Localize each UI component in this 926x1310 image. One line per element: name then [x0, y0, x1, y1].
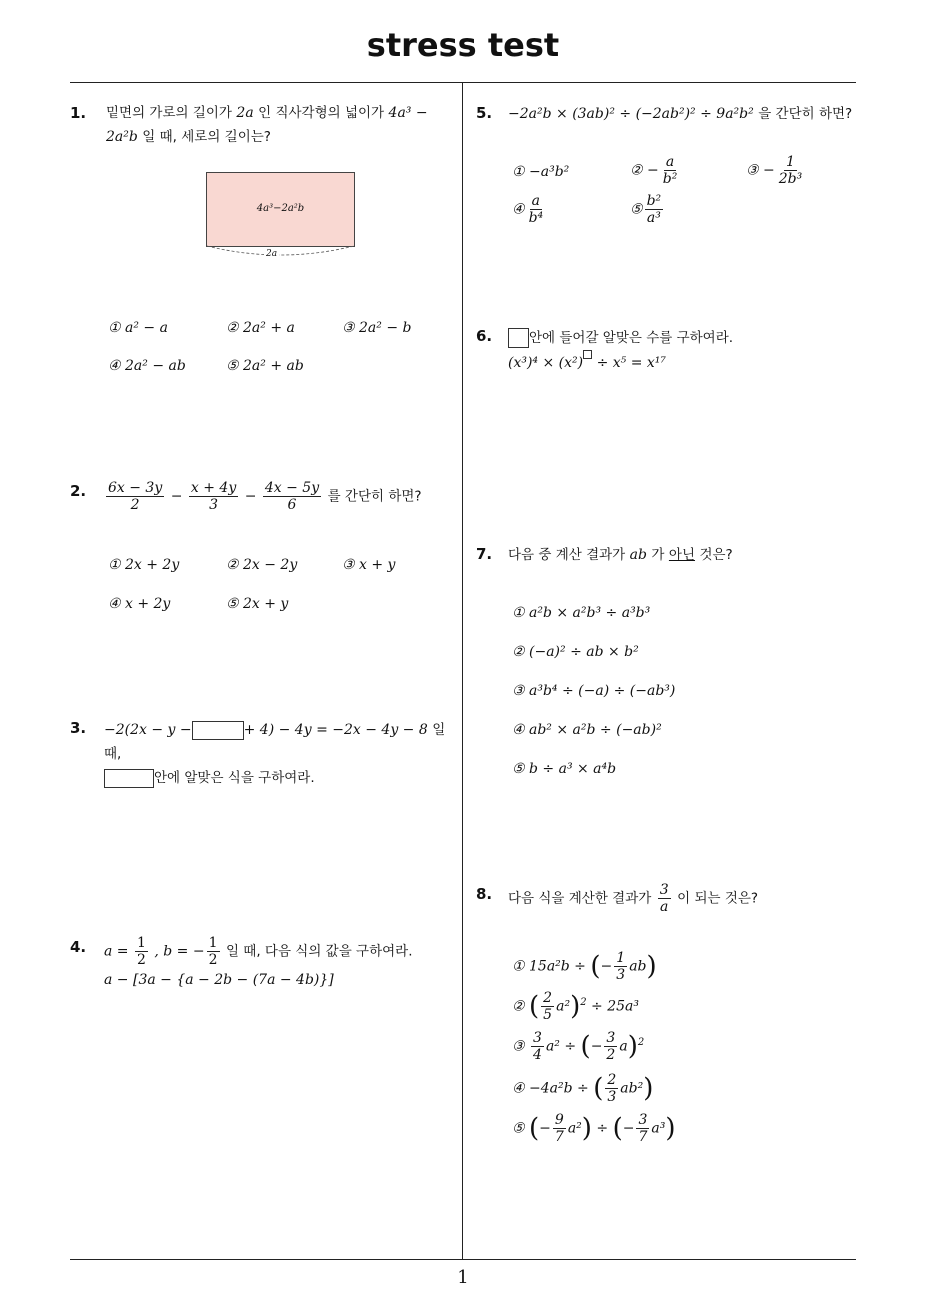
q1-option-5[interactable]: ⑤ 2a² + ab	[226, 358, 304, 374]
q7-var: ab	[629, 547, 647, 563]
q1-var: 2a	[236, 105, 254, 121]
q8-option-2[interactable]: ② ( $\frac{2}{5}$ a²)$^2$ ÷ 25a³	[512, 990, 640, 1023]
q4-expr: a − [3a − {a − 2b − (7a − 4b)}]	[104, 972, 334, 988]
q6-text-a: 안에 들어갈 알맞은 수를 구하여라.	[529, 330, 734, 346]
q7-option-2[interactable]: ② (−a)² ÷ ab × b²	[512, 644, 639, 660]
q3-blank-box-2	[104, 769, 154, 788]
q7-text-b: 가	[651, 547, 665, 563]
q2-option-3[interactable]: ③ x + y	[342, 557, 396, 573]
q7-text	[508, 543, 868, 567]
q8-text-a: 다음 식을 계산한 결과가	[508, 890, 652, 907]
q1-number: 1.	[70, 104, 87, 122]
q5-text-a: 을 간단히 하면?	[758, 106, 853, 122]
q2-text: 를 간단히 하면?	[327, 488, 422, 505]
q5-option-1[interactable]: ① −a³b²	[512, 164, 570, 180]
q1-text-c: 일 때, 세로의 길이는?	[142, 129, 271, 145]
q3-text-a: 일 때,	[104, 722, 446, 762]
q3-expr-b: + 4) − 4y = −2x − 4y − 8	[243, 722, 428, 738]
q7-option-3[interactable]: ③ a³b⁴ ÷ (−a) ÷ (−ab³)	[512, 683, 676, 699]
q8-option-1[interactable]: ① 15a²b ÷ (− $\frac{1}{3}$ ab)	[512, 950, 657, 983]
q1-expr: 4a³ −	[388, 105, 428, 121]
q8-text-b: 이 되는 것은?	[677, 890, 759, 907]
q7-text-a: 다음 중 계산 결과가	[508, 547, 626, 563]
q2-frac-3: $\frac{4x - 5y}{6}$	[264, 480, 320, 513]
top-rule	[70, 82, 856, 83]
q5-expr: −2a²b × (3ab)² ÷ (−2ab²)² ÷ 9a²b²	[508, 106, 754, 122]
q4-b-frac: $\frac{1}{2}$	[208, 935, 218, 968]
q5-number: 5.	[476, 104, 493, 122]
q1-dimension-arc	[206, 244, 355, 264]
q8-text	[508, 882, 868, 915]
q6-expr-b: ÷ x⁵ = x¹⁷	[596, 355, 667, 371]
q5-option-4[interactable]: ④ $\frac{a}{\text{b⁴}}$	[512, 193, 544, 226]
q4-b-eq: , b = −	[154, 943, 205, 960]
q2-option-4[interactable]: ④ x + 2y	[108, 596, 171, 612]
q4-a-eq: a =	[104, 943, 129, 960]
q4-text	[104, 935, 459, 992]
q8-option-5[interactable]: ⑤ (− $\frac{9}{7}$ a²) ÷ (− $\frac{3}{7}$ a³)	[512, 1112, 676, 1145]
q2-minus-2: −	[244, 488, 257, 505]
q1-option-4[interactable]: ④ 2a² − ab	[108, 358, 186, 374]
q6-blank-box	[508, 328, 529, 348]
column-divider	[462, 83, 463, 1259]
q7-number: 7.	[476, 545, 493, 563]
q1-rect-label: 4a³−2a²b	[256, 203, 305, 214]
q2-option-1[interactable]: ① 2x + 2y	[108, 557, 180, 573]
q1-text-a: 밑면의 가로의 길이가	[106, 105, 232, 121]
q2-number: 2.	[70, 482, 87, 500]
q8-number: 8.	[476, 885, 493, 903]
q1-option-3[interactable]: ③ 2a² − b	[342, 320, 412, 336]
q5-option-2[interactable]: ② − $\frac{a}{\text{b²}}$	[630, 154, 678, 187]
q3-text-b: 안에 알맞은 식을 구하여라.	[154, 770, 315, 786]
q7-text-c: 것은?	[699, 547, 733, 563]
q7-text-underlined: 아닌	[668, 547, 696, 563]
q1-rectangle-figure	[206, 172, 355, 247]
q4-text-a: 일 때, 다음 식의 값을 구하여라.	[225, 943, 413, 960]
q4-a-frac: $\frac{1}{2}$	[136, 935, 146, 968]
q2-frac-1: $\frac{6x - 3y}{2}$	[108, 480, 163, 513]
q8-option-4[interactable]: ④ −4a²b ÷ ( $\frac{2}{3}$ ab²)	[512, 1072, 654, 1105]
q6-text	[508, 326, 868, 375]
q1-text	[106, 101, 456, 149]
q3-text	[104, 718, 459, 790]
q1-expr2: 2a²b	[106, 129, 138, 145]
q1-dim-label: 2a	[266, 249, 278, 259]
q7-option-1[interactable]: ① a²b × a²b³ ÷ a³b³	[512, 605, 651, 621]
q5-text	[508, 102, 868, 126]
q1-text-b: 인 직사각형의 넓이가	[258, 105, 385, 121]
q6-expr-a: (x³)⁴ × (x²)	[508, 355, 584, 371]
q4-number: 4.	[70, 938, 87, 956]
page-title: stress test	[366, 26, 560, 64]
q5-option-5[interactable]: ⑤ $\frac{\text{b²}}{\text{a³}}$	[630, 193, 662, 226]
q2-minus-1: −	[170, 488, 183, 505]
q2-option-2[interactable]: ② 2x − 2y	[226, 557, 298, 573]
q8-option-3[interactable]: ③ $\frac{3}{4}$ a² ÷ (− $\frac{3}{2}$ a)$^2$	[512, 1030, 645, 1063]
q2-option-5[interactable]: ⑤ 2x + y	[226, 596, 289, 612]
q8-frac: $\frac{3}{a}$	[659, 882, 669, 915]
q2-expr	[104, 480, 422, 513]
q3-number: 3.	[70, 719, 87, 737]
q6-number: 6.	[476, 327, 493, 345]
q3-expr-a: −2(2x − y −	[104, 722, 192, 738]
bottom-rule	[70, 1259, 856, 1260]
page-number: 1	[457, 1267, 469, 1288]
q7-option-4[interactable]: ④ ab² × a²b ÷ (−ab)²	[512, 722, 662, 738]
q3-blank-box	[192, 721, 244, 740]
q6-small-box	[583, 350, 592, 359]
q5-option-3[interactable]: ③ − $\frac{1}{\text{2b³}}$	[746, 154, 803, 187]
q2-frac-2: $\frac{x + 4y}{3}$	[190, 480, 237, 513]
q7-option-5[interactable]: ⑤ b ÷ a³ × a⁴b	[512, 761, 617, 777]
q1-option-2[interactable]: ② 2a² + a	[226, 320, 295, 336]
q1-option-1[interactable]: ① a² − a	[108, 320, 168, 336]
